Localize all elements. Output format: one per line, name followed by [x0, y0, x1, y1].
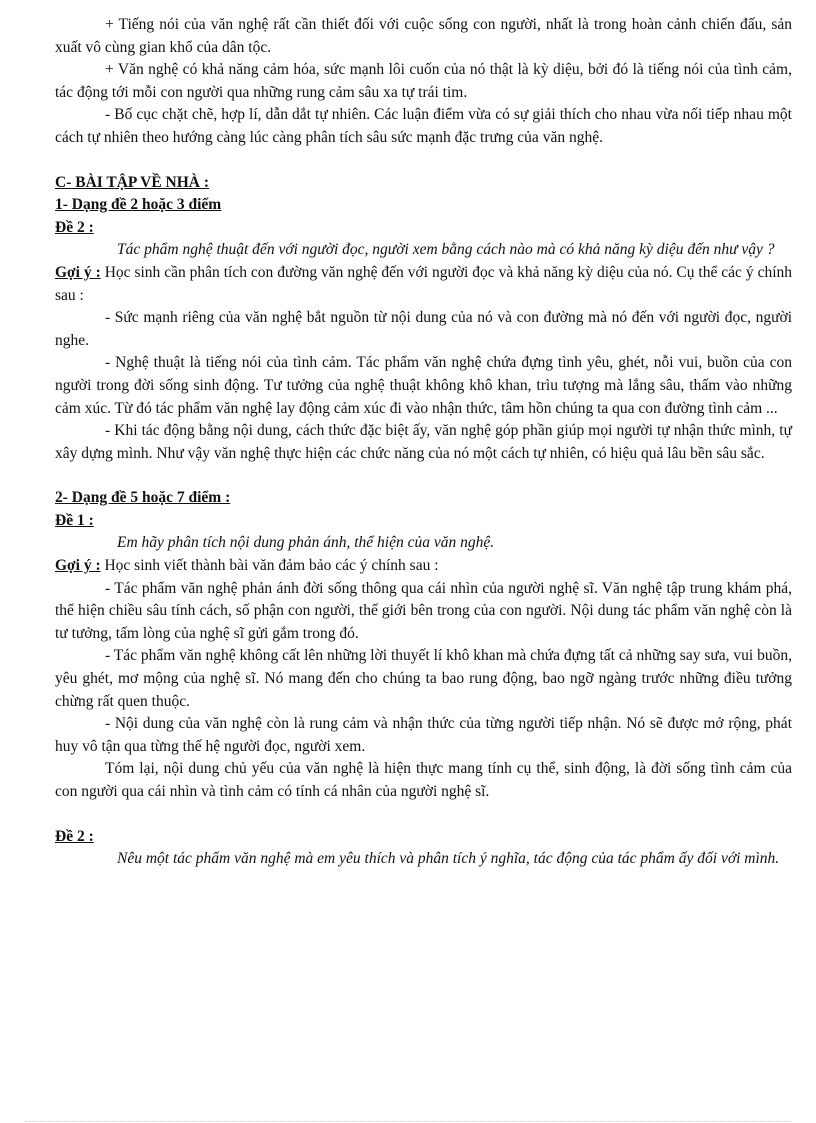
de1-summary: Tóm lại, nội dung chủ yếu của văn nghệ là hiện thực mang tính cụ thể, sinh động, là đời sống tình cảm của con người qua cái nhìn và tình cảm có tính cá nhân của người nghệ sĩ. [55, 760, 792, 800]
de1-point-1: - Tác phẩm văn nghệ phản ánh đời sống thông qua cái nhìn của người nghệ sĩ. Văn nghệ tập trung khám phá, thể hiện chiều sâu tính cách, số phận con người, thế giới bên trong của con người. Nội dung tác phẩm văn nghệ còn là tư tưởng, tấm lòng của nghệ sĩ gửi gắm trong đó. [55, 579, 792, 642]
de2-point-3: - Khi tác động bằng nội dung, cách thức đặc biệt ấy, văn nghệ góp phần giúp mọi người tự nhận thức mình, tự xây dựng mình. Như vậy văn nghệ thực hiện các chức năng của nó một cách tự nhiên, có hiệu quả lâu bền sâu sắc. [55, 422, 792, 462]
de2-question: Tác phẩm nghệ thuật đến với người đọc, người xem bằng cách nào mà có khả năng kỳ diệu đến như vậy ? [117, 241, 775, 259]
hint-text: Học sinh cần phân tích con đường văn nghệ đến với người đọc và khả năng kỳ diệu của nó. Cụ thể các ý chính sau : [55, 263, 792, 304]
spacer [55, 150, 792, 172]
de1-label: Đề 1 : [55, 511, 94, 529]
paragraph-tieng-noi: + Tiếng nói của văn nghệ rất cần thiết đối với cuộc sống con người, nhất là trong hoàn cảnh chiến đấu, sản xuất vô cùng gian khổ của dân tộc. [55, 16, 792, 56]
paragraph-bo-cuc: - Bố cục chặt chẽ, hợp lí, dẫn dắt tự nhiên. Các luận điểm vừa có sự giải thích cho nhau vừa nối tiếp nhau một cách tự nhiên theo hướng càng lúc càng phân tích sâu sức mạnh đặc trưng của văn nghệ. [55, 106, 792, 146]
de2b-question: Nêu một tác phẩm văn nghệ mà em yêu thích và phân tích ý nghĩa, tác động của tác phẩm ấy đối với mình. [117, 850, 780, 868]
paragraph-cam-hoa: + Văn nghệ có khả năng cảm hóa, sức mạnh lôi cuốn của nó thật là kỳ diệu, bởi đó là tiếng nói của tình cảm, tác động tới mỗi con người qua những rung cảm sâu xa tự trái tim. [55, 61, 792, 101]
de1-point-2: - Tác phẩm văn nghệ không cất lên những lời thuyết lí khô khan mà chứa đựng tất cả những say sưa, vui buồn, yêu ghét, mơ mộng của nghệ sĩ. Nó mang đến cho chúng ta bao rung động, bao ngỡ ngàng trước những điều tưởng chừng rất quen thuộc. [55, 647, 792, 710]
de2-hint [55, 262, 792, 307]
de2-label: Đề 2 : [55, 218, 94, 236]
hint-label: Gợi ý : [55, 557, 101, 575]
de1-point-3: - Nội dung của văn nghệ còn là rung cảm và nhận thức của từng người tiếp nhận. Nó sẽ được mở rộng, phát huy vô tận qua từng thế hệ người đọc, người xem. [55, 715, 792, 755]
de2b-label: Đề 2 : [55, 827, 94, 845]
de2-point-1: - Sức mạnh riêng của văn nghệ bắt nguồn từ nội dung của nó và con đường mà nó đến với người đọc, người nghe. [55, 309, 792, 349]
spacer [55, 804, 792, 826]
part2-title: 2- Dạng đề 5 hoặc 7 điểm : [55, 489, 231, 507]
part1-title: 1- Dạng đề 2 hoặc 3 điểm [55, 196, 222, 214]
document-page [55, 14, 792, 871]
spacer [55, 465, 792, 487]
page-bottom-border [25, 1121, 791, 1122]
hint-text: Học sinh viết thành bài văn đảm bảo các ý chính sau : [100, 557, 439, 575]
de1-question: Em hãy phân tích nội dung phản ánh, thể hiện của văn nghệ. [117, 534, 495, 552]
section-c-title: C- BÀI TẬP VỀ NHÀ : [55, 173, 210, 191]
de2-point-2: - Nghệ thuật là tiếng nói của tình cảm. Tác phẩm văn nghệ chứa đựng tình yêu, ghét, nỗi vui, buồn của con người trong đời sống sinh động. Tư tưởng của nghệ thuật không khô khan, trìu tượng mà lắng sâu, thấm vào những cảm xúc. Từ đó tác phẩm văn nghệ lay động cảm xúc đi vào nhận thức, tâm hồn chúng ta qua con đường tình cảm ... [55, 354, 792, 417]
hint-label: Gợi ý : [55, 263, 101, 281]
de1-hint [55, 555, 792, 578]
